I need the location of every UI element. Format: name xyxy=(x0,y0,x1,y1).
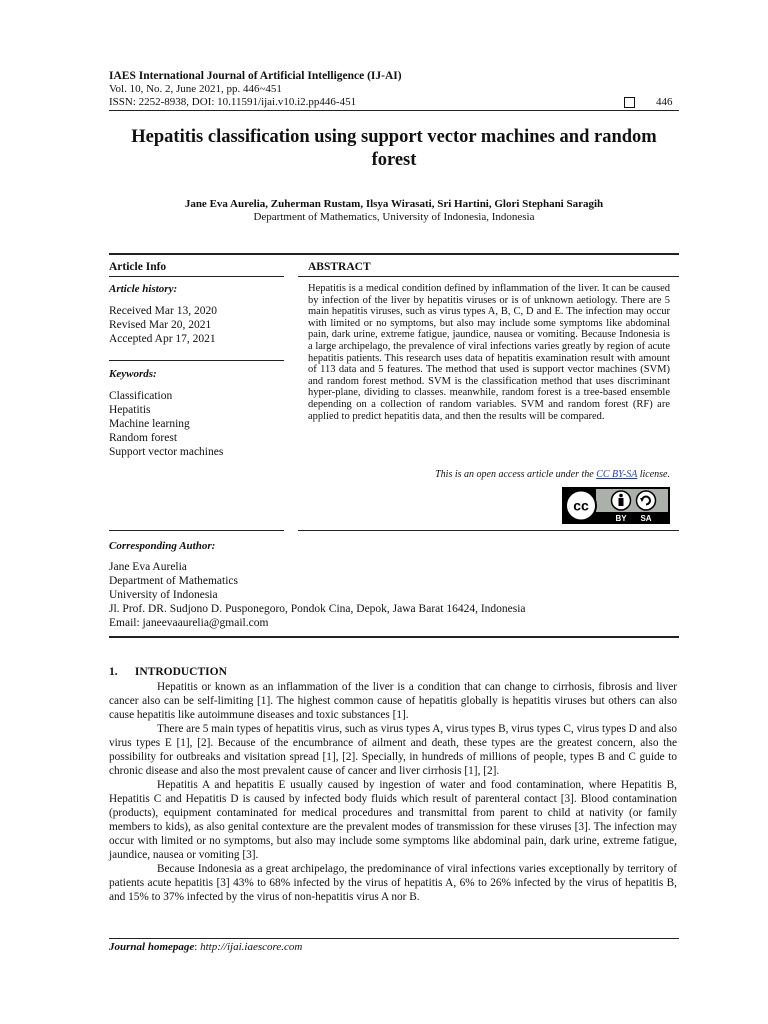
issn-doi: ISSN: 2252-8938, DOI: 10.11591/ijai.v10.i2.pp446-451 xyxy=(109,96,357,108)
received-date: Received Mar 13, 2020 xyxy=(109,305,217,317)
accepted-date: Accepted Apr 17, 2021 xyxy=(109,333,216,345)
paragraph: There are 5 main types of hepatitis virus, such as virus types A, virus types B, virus types C, virus types D and also virus types E [1], [2]. Because of the encumbrance of ailment and death, these types are the greatest concern, also the possibility for outbreaks and visitation spread [1], [2]. Specially, in hundreds of millions of people, types B and C guide to chronic disease and also the most prevalent cause of cancer and liver cirrhosis [1], [2]. xyxy=(109,723,677,777)
article-info-heading: Article Info xyxy=(109,261,167,273)
author-list: Jane Eva Aurelia, Zuherman Rustam, Ilsya Wirasati, Sri Hartini, Glori Stephani Saragih xyxy=(184,198,604,210)
cc-badge-graphic xyxy=(562,487,670,524)
badge-by-text: BY xyxy=(615,514,627,523)
affiliation: Department of Mathematics, University of Indonesia, Indonesia xyxy=(253,211,535,223)
keyword-item: Machine learning xyxy=(109,418,190,430)
corresponding-author-label: Corresponding Author: xyxy=(109,540,216,552)
author-university: University of Indonesia xyxy=(109,589,218,601)
header-rule xyxy=(109,110,679,111)
abstract-text: Hepatitis is a medical condition defined by inflammation of the liver. It can be caused by infection of the liver by hepatitis viruses or is of unknown aetiology. There are 5 main hepatitis viruses, such as virus types A, B, C, D and E. The infection may occur with limited or no symptoms, but also may include some symptoms like abdominal pain, dark urine, extreme fatigue, jaundice, nausea or vomiting. Because Indonesia is a large archipelago, the prevalence of viral infections varies greatly by region of acute hepatitis patients. This research uses data of hepatitis examination result with amount of 113 data and 5 features. The method that used is support vector machines (SVM) and random forest method. SVM is the classification method that uses discriminant hyper-plane, dividing to classes. meanwhile, random forest is a tree-based ensemble depending on a collection of random variables. SVM and random forest (RF) are applied to predict hepatitis data, and then the results will be compared. xyxy=(308,283,670,422)
page-number: 446 xyxy=(656,96,673,108)
paper-title: Hepatitis classification using support vector machines and random forest xyxy=(131,127,657,170)
keyword-item: Hepatitis xyxy=(109,404,151,416)
paragraph: Hepatitis A and hepatitis E usually caused by ingestion of water and food contamination, where Hepatitis B, Hepatitis C and Hepatitis D is caused by infected body fluids which result of parenteral contact [3]. Blood contamination (products), equipment contaminated for medical procedures and transmittal from parent to child at nativity (or family members to kids), as also genital contexture are the prevalent modes of transmission for these viruses [3]. The infection may occur with limited or no symptoms, but also may include some symptoms like abdominal pain, dark urine, extreme fatigue, jaundice, nausea or vomiting [3]. xyxy=(109,779,677,861)
journal-homepage xyxy=(109,941,302,953)
paragraph: Because Indonesia as a great archipelago, the predominance of viral infections varies exceptionally by territory of patients acute hepatitis [3] 43% to 68% infected by the virus of hepatitis A, 6% to 26% infected by the virus of hepatitis B, and 15% to 37% infected by the virus of non-hepatitis virus A nor B. xyxy=(109,863,677,903)
paragraph: Hepatitis or known as an inflammation of the liver is a condition that can change to cirrhosis, fibrosis and liver cancer also can be self-limiting [1]. The highest common cause of hepatitis globally is hepatitis viruses but others can also cause hepatitis like autoimmune diseases and toxic substances [1]. xyxy=(109,681,677,721)
cc-by-sa-link[interactable]: CC BY-SA xyxy=(596,469,638,480)
article-info-rule xyxy=(109,276,284,277)
history-rule xyxy=(109,360,284,361)
article-history-label: Article history: xyxy=(109,283,178,295)
badge-sa-text: SA xyxy=(640,514,652,523)
journal-name: IAES International Journal of Artificial Intelligence (IJ-AI) xyxy=(109,70,402,82)
footer-rule xyxy=(109,938,679,939)
keyword-item: Random forest xyxy=(109,432,178,444)
license-note xyxy=(308,469,670,480)
author-address: Jl. Prof. DR. Sudjono D. Pusponegoro, Pondok Cina, Depok, Jawa Barat 16424, Indonesia xyxy=(109,603,526,615)
keyword-item: Support vector machines xyxy=(109,446,224,458)
introduction-heading: 1. INTRODUCTION xyxy=(109,666,227,678)
revised-date: Revised Mar 20, 2021 xyxy=(109,319,212,331)
svg-text:cc: cc xyxy=(573,497,589,514)
author-name: Jane Eva Aurelia xyxy=(109,561,187,573)
abstract-bottom-rule xyxy=(298,530,679,531)
volume-info: Vol. 10, No. 2, June 2021, pp. 446~451 xyxy=(109,83,282,95)
author-email: Email: janeevaaurelia@gmail.com xyxy=(109,617,269,629)
bottom-thick-rule xyxy=(109,636,679,638)
introduction-body xyxy=(109,680,677,904)
journal-homepage-label: Journal homepage xyxy=(109,941,195,953)
journal-homepage-separator: : xyxy=(194,941,201,953)
author-department: Department of Mathematics xyxy=(109,575,239,587)
license-prefix: This is an open access article under the xyxy=(435,469,597,480)
license-suffix: license. xyxy=(637,469,670,480)
keyword-item: Classification xyxy=(109,390,173,402)
abstract-rule xyxy=(298,276,679,277)
cc-by-sa-badge[interactable] xyxy=(562,487,670,524)
journal-homepage-url[interactable]: http://ijai.iaescore.com xyxy=(200,941,303,953)
keywords-label: Keywords: xyxy=(109,368,157,380)
top-thick-rule xyxy=(109,253,679,255)
keywords-rule xyxy=(109,530,284,531)
square-bullet-icon xyxy=(624,97,635,108)
corresponding-author-details xyxy=(109,560,526,630)
abstract-heading: ABSTRACT xyxy=(308,261,371,273)
keyword-list xyxy=(109,389,223,459)
